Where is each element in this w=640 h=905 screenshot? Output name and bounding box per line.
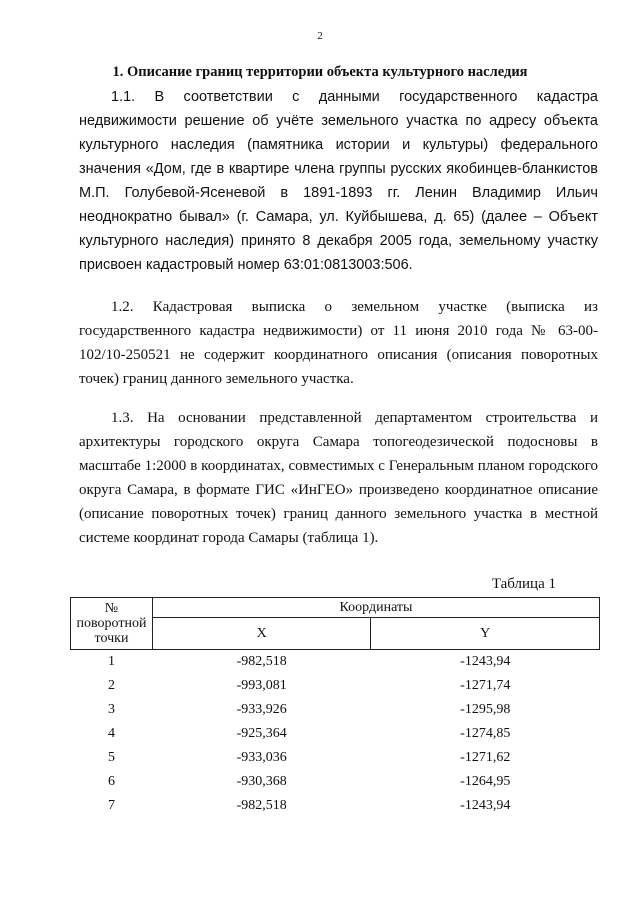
point-number: 3 bbox=[107, 702, 115, 717]
paragraph-1-1: 1.1. В соответствии с данными государственного кадастра недвижимости решение об учёте земельного участка по адресу объекта культурного наследия (памятника истории и культуры) федерального значения «Дом, где в квартире члена группы русских якобинцев-бланкистов М.П. Голубевой-Ясеневой в 1891-1893 гг. Ленин Владимир Ильич неоднократно бывал» (г. Самара, ул. Куйбышева, д. 65) (далее – Объект культурного наследия) принято 8 декабря 2005 года, земельному участку присвоен кадастровый номер 63:01:0813003:506. bbox=[79, 89, 598, 273]
header-coordinates: Координаты bbox=[152, 598, 599, 618]
x-value: -930,368 bbox=[236, 774, 287, 789]
table-row bbox=[71, 650, 600, 675]
y-value: -1274,85 bbox=[460, 726, 511, 741]
point-number: 5 bbox=[107, 750, 115, 765]
x-value: -933,036 bbox=[236, 750, 287, 765]
point-number: 6 bbox=[107, 774, 115, 789]
x-value: -925,364 bbox=[236, 726, 287, 741]
table-row bbox=[71, 794, 600, 818]
y-value: -1264,95 bbox=[460, 774, 511, 789]
x-value: -993,081 bbox=[236, 678, 287, 693]
paragraph-1-3: 1.3. На основании представленной департаментом строительства и архитектуры городского округа Самара топогеодезической подосновы в масштабе 1:2000 в координатах, совместимых с Генеральным планом городского округа Самара, в формате ГИС «ИнГЕО» произведено координатное описание (описание поворотных точек) границ данного земельного участка в местной системе координат города Самары (таблица 1). bbox=[79, 410, 598, 546]
table-row bbox=[71, 722, 600, 746]
table-row bbox=[71, 746, 600, 770]
y-value: -1243,94 bbox=[460, 654, 511, 669]
point-number: 7 bbox=[107, 798, 115, 813]
point-number: 2 bbox=[107, 678, 115, 693]
header-y: Y bbox=[371, 618, 600, 650]
section-title: 1. Описание границ территории объекта культурного наследия bbox=[112, 64, 528, 80]
x-value: -982,518 bbox=[236, 654, 287, 669]
y-value: -1271,74 bbox=[460, 678, 511, 693]
x-value: -982,518 bbox=[236, 798, 287, 813]
point-number: 1 bbox=[107, 654, 115, 669]
table-caption: Таблица 1 bbox=[491, 576, 556, 592]
paragraph-1-2: 1.2. Кадастровая выписка о земельном участке (выписка из государственного кадастра недвижимости) от 11 июня 2010 года № 63-00-102/10-250521 не содержит координатного описания (описания поворотных точек) границ данного земельного участка. bbox=[79, 299, 598, 387]
page-number: 2 bbox=[317, 30, 323, 42]
y-value: -1271,62 bbox=[460, 750, 511, 765]
header-point-number: № поворотной точки bbox=[71, 598, 153, 650]
coordinates-table bbox=[70, 597, 600, 818]
table-row bbox=[71, 674, 600, 698]
y-value: -1295,98 bbox=[460, 702, 511, 717]
table-row bbox=[71, 770, 600, 794]
point-number: 4 bbox=[107, 726, 115, 741]
header-x: X bbox=[152, 618, 371, 650]
table-row bbox=[71, 698, 600, 722]
x-value: -933,926 bbox=[236, 702, 287, 717]
y-value: -1243,94 bbox=[460, 798, 511, 813]
